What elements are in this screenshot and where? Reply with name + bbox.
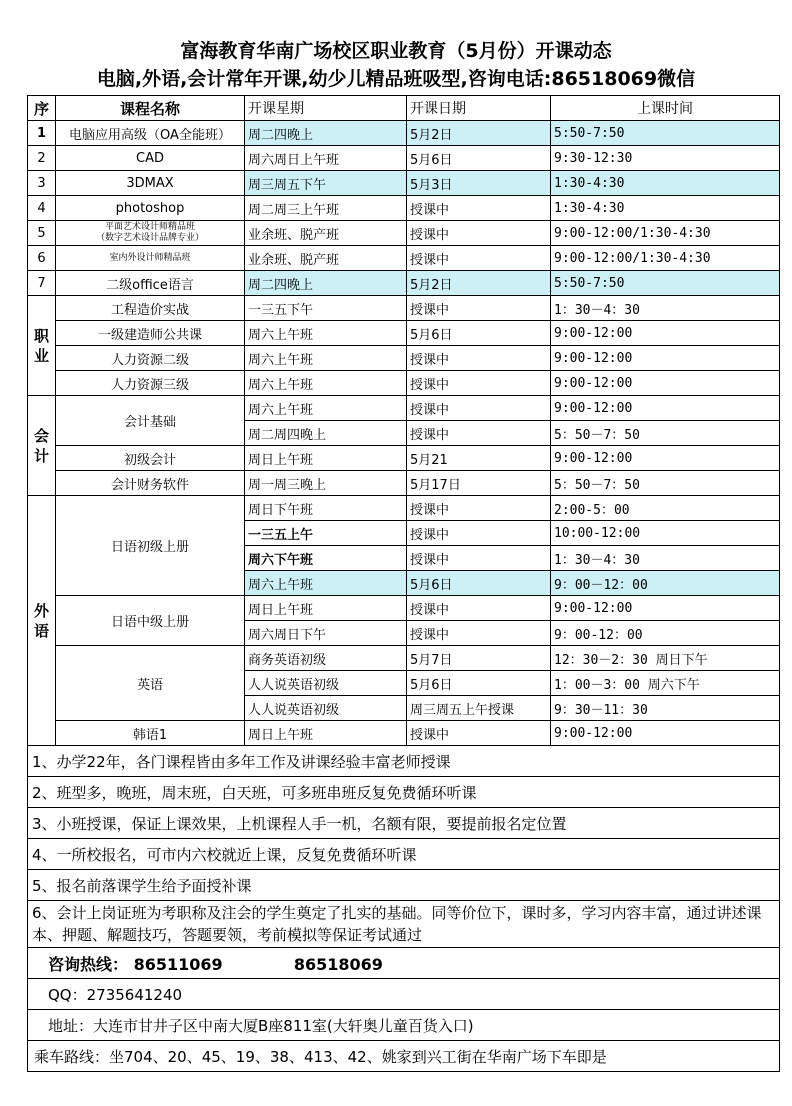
course-name: 人力资源二级 (56, 346, 245, 371)
course-week: 人人说英语初级 (245, 696, 407, 721)
course-name: photoshop (56, 196, 245, 221)
course-date: 5月2日 (407, 121, 551, 146)
course-time: 9:00-12:00 (551, 446, 780, 471)
course-date: 5月6日 (407, 321, 551, 346)
course-name: 初级会计 (56, 446, 245, 471)
course-date: 授课中 (407, 296, 551, 321)
course-week: 业余班、脱产班 (245, 221, 407, 246)
course-week: 周日下午班 (245, 496, 407, 521)
table-row (28, 596, 780, 621)
course-date: 5月3日 (407, 171, 551, 196)
course-time: 5：50－7：50 (551, 471, 780, 496)
course-time: 9:00-12:00 (551, 396, 780, 421)
course-week: 周六上午班 (245, 571, 407, 596)
table-row (28, 296, 780, 321)
header-seq: 序 (28, 96, 56, 121)
course-week: 周六上午班 (245, 371, 407, 396)
table-row (28, 146, 780, 171)
course-time: 9:00-12:00 (551, 596, 780, 621)
course-name-line2: （数字艺术设计品牌专业） (95, 233, 204, 243)
course-date: 周三周五上午授课 (407, 696, 551, 721)
course-date: 5月6日 (407, 671, 551, 696)
course-time: 12：30－2：30 周日下午 (551, 646, 780, 671)
course-time: 9:00-12:00 (551, 321, 780, 346)
category-language: 外 语 (28, 496, 56, 746)
course-week: 周一周三晚上 (245, 471, 407, 496)
table-row (28, 221, 780, 246)
category-vocational: 职 业 (28, 296, 56, 396)
course-name: 日语初级上册 (56, 496, 245, 596)
table-row (28, 271, 780, 296)
course-time: 9：30－11：30 (551, 696, 780, 721)
course-date: 授课中 (407, 221, 551, 246)
note-text: 4、一所校报名，可市内六校就近上课，反复免费循环听课 (28, 839, 780, 870)
course-time: 5:50-7:50 (551, 121, 780, 146)
note-row (28, 777, 780, 808)
course-time: 9:00-12:00 (551, 371, 780, 396)
table-row (28, 246, 780, 271)
course-date: 5月7日 (407, 646, 551, 671)
course-name: 电脑应用高级（OA全能班） (56, 121, 245, 146)
course-name: 日语中级上册 (56, 596, 245, 646)
note-text: 6、会计上岗证班为考职称及注会的学生奠定了扎实的基础。同等价位下，课时多，学习内容丰富，通过讲述课本、押题、解题技巧，答题要领，考前模拟等保证考试通过 (28, 901, 780, 948)
row-seq: 6 (28, 246, 56, 271)
course-time: 9:00-12:00/1:30-4:30 (551, 221, 780, 246)
course-time: 1：30－4：30 (551, 296, 780, 321)
table-row (28, 171, 780, 196)
table-row (28, 646, 780, 671)
course-name: 人力资源三级 (56, 371, 245, 396)
course-date: 5月2日 (407, 271, 551, 296)
course-date: 授课中 (407, 396, 551, 421)
bus-route-info: 乘车路线：坐704、20、45、19、38、413、42、姚家到兴工街在华南广场下车即是 (28, 1041, 780, 1072)
course-week: 周六上午班 (245, 321, 407, 346)
course-date: 5月17日 (407, 471, 551, 496)
course-week: 周三周五下午 (245, 171, 407, 196)
note-row (28, 839, 780, 870)
course-time: 5：50－7：50 (551, 421, 780, 446)
course-week: 人人说英语初级 (245, 671, 407, 696)
course-week: 业余班、脱产班 (245, 246, 407, 271)
hotline-label: 咨询热线： (48, 954, 129, 974)
course-time: 1:30-4:30 (551, 196, 780, 221)
table-row (28, 121, 780, 146)
note-row (28, 746, 780, 777)
course-week: 周二四晚上 (245, 271, 407, 296)
header-date: 开课日期 (407, 96, 551, 121)
course-date: 授课中 (407, 621, 551, 646)
course-week: 周日上午班 (245, 596, 407, 621)
row-seq: 3 (28, 171, 56, 196)
course-date: 授课中 (407, 371, 551, 396)
contact-row (28, 1010, 780, 1041)
course-name: CAD (56, 146, 245, 171)
course-date: 授课中 (407, 521, 551, 546)
course-date: 5月6日 (407, 571, 551, 596)
note-row (28, 901, 780, 948)
course-week: 周日上午班 (245, 446, 407, 471)
course-name (56, 221, 245, 246)
course-name: 二级office语言 (56, 271, 245, 296)
header-name: 课程名称 (56, 96, 245, 121)
row-seq: 5 (28, 221, 56, 246)
note-row (28, 870, 780, 901)
row-seq: 7 (28, 271, 56, 296)
course-date: 授课中 (407, 196, 551, 221)
course-week: 周六周日上午班 (245, 146, 407, 171)
course-week: 周六周日下午 (245, 621, 407, 646)
course-name: 英语 (56, 646, 245, 721)
course-date: 5月21 (407, 446, 551, 471)
note-text: 3、小班授课，保证上课效果，上机课程人手一机，名额有限，要提前报名定位置 (28, 808, 780, 839)
course-week: 周六上午班 (245, 346, 407, 371)
course-date: 授课中 (407, 246, 551, 271)
table-header-row (28, 96, 780, 121)
row-seq: 1 (28, 121, 56, 146)
course-time: 5:50-7:50 (551, 271, 780, 296)
course-name: 韩语1 (56, 721, 245, 746)
course-name: 3DMAX (56, 171, 245, 196)
course-name: 工程造价实战 (56, 296, 245, 321)
row-seq: 2 (28, 146, 56, 171)
qq-info: QQ：2735641240 (28, 979, 780, 1010)
course-time: 10:00-12:00 (551, 521, 780, 546)
course-time: 9:30-12:30 (551, 146, 780, 171)
table-row (28, 496, 780, 521)
note-row (28, 808, 780, 839)
table-row (28, 321, 780, 346)
course-week: 周二周三上午班 (245, 196, 407, 221)
course-name: 室内外设计师精品班 (56, 246, 245, 271)
course-time: 9:00-12:00 (551, 346, 780, 371)
course-date: 授课中 (407, 721, 551, 746)
course-time: 1:30-4:30 (551, 171, 780, 196)
course-time: 2:00-5：00 (551, 496, 780, 521)
table-row (28, 396, 780, 421)
course-time: 9:00-12:00/1:30-4:30 (551, 246, 780, 271)
contact-row (28, 1041, 780, 1072)
hotline-phone-1[interactable]: 86511069 (133, 954, 223, 974)
course-name: 会计基础 (56, 396, 245, 446)
course-week: 周六上午班 (245, 396, 407, 421)
course-week: 一三五下午 (245, 296, 407, 321)
contact-row (28, 979, 780, 1010)
course-time: 9：00-12：00 (551, 621, 780, 646)
course-week: 周二四晚上 (245, 121, 407, 146)
course-time: 1：00－3：00 周六下午 (551, 671, 780, 696)
course-week: 周六下午班 (245, 546, 407, 571)
row-seq: 4 (28, 196, 56, 221)
header-time: 上课时间 (551, 96, 780, 121)
course-date: 授课中 (407, 546, 551, 571)
table-row (28, 196, 780, 221)
course-date: 授课中 (407, 496, 551, 521)
course-name: 会计财务软件 (56, 471, 245, 496)
table-row (28, 346, 780, 371)
note-text: 1、办学22年，各门课程皆由多年工作及讲课经验丰富老师授课 (28, 746, 780, 777)
course-time: 1：30－4：30 (551, 546, 780, 571)
contact-row (28, 948, 780, 979)
page-subtitle: 电脑,外语,会计常年开课,幼少儿精品班吸型,咨询电话:86518069微信 (96, 68, 696, 90)
hotline (28, 948, 780, 979)
hotline-phone-2[interactable]: 86518069 (293, 954, 383, 974)
course-time: 9:00-12:00 (551, 721, 780, 746)
table-row (28, 721, 780, 746)
course-name: 一级建造师公共课 (56, 321, 245, 346)
category-accounting: 会 计 (28, 396, 56, 496)
note-text: 2、班型多，晚班，周末班，白天班，可多班串班反复免费循环听课 (28, 777, 780, 808)
note-text: 5、报名前落课学生给予面授补课 (28, 870, 780, 901)
course-name-line1: 平面艺术设计师精品班 (104, 222, 195, 232)
course-week: 周日上午班 (245, 721, 407, 746)
course-week: 一三五上午 (245, 521, 407, 546)
header-week: 开课星期 (245, 96, 407, 121)
table-row (28, 371, 780, 396)
course-table (27, 95, 780, 1072)
address-info: 地址：大连市甘井子区中南大厦B座811室(大轩奥儿童百货入口) (28, 1010, 780, 1041)
table-row (28, 471, 780, 496)
course-week: 商务英语初级 (245, 646, 407, 671)
course-date: 授课中 (407, 421, 551, 446)
course-time: 9：00－12：00 (551, 571, 780, 596)
course-week: 周二周四晚上 (245, 421, 407, 446)
course-date: 5月6日 (407, 146, 551, 171)
course-date: 授课中 (407, 346, 551, 371)
course-date: 授课中 (407, 596, 551, 621)
page-title: 富海教育华南广场校区职业教育（5月份）开课动态 (180, 40, 612, 62)
table-row (28, 446, 780, 471)
